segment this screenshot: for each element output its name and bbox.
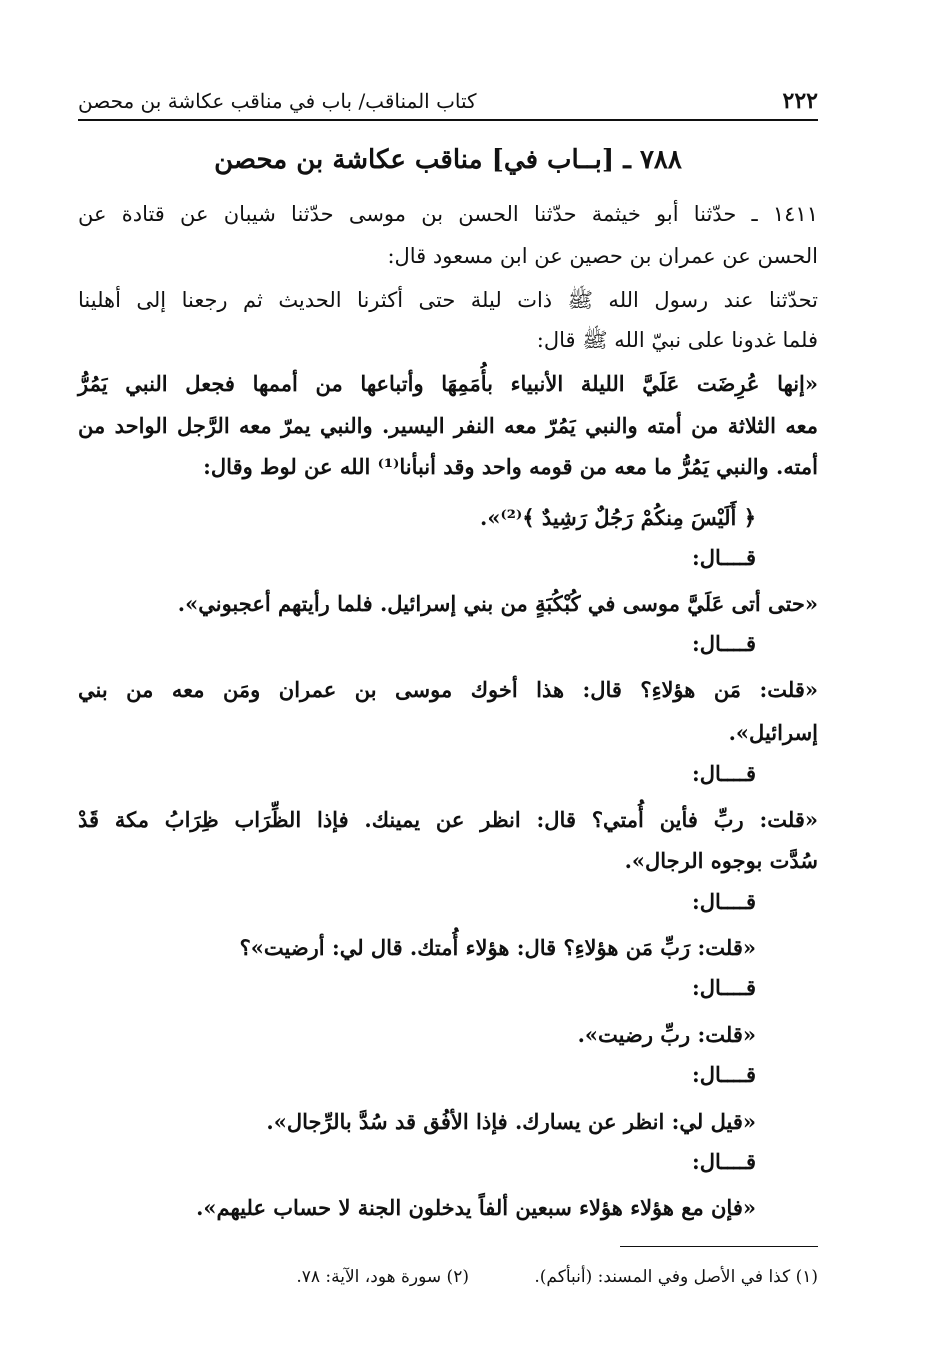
body-line: معه الثلاثة من أمته والنبي يَمُرّ معه النفر اليسير. والنبي يمرّ معه الرَّجل الواحد من (78, 413, 818, 438)
chapter-title: ٧٨٨ ـ [بــاب في] مناقب عكاشة بن محصن (214, 145, 682, 175)
body-line: تحدّثنا عند رسول الله ﷺ ذات ليلة حتى أكثرنا الحديث ثم رجعنا إلى أهلينا (78, 288, 818, 312)
qala-line: قــــال: (691, 761, 756, 786)
body-line: «قلت: رَبِّ مَن هؤلاءِ؟ قال: هؤلاء أُمتك. قال لي: أرضيت»؟ (239, 935, 756, 960)
qala-line: قــــال: (691, 545, 756, 570)
footnote-1: (١) كذا في الأصل وفي المسند: (أنبأكم). (534, 1267, 818, 1287)
quran-verse-line: ﴿ أَلَيْسَ مِنكُمْ رَجُلٌ رَشِيدٌ ﴾⁽²⁾». (480, 505, 756, 530)
qala-line: قــــال: (691, 631, 756, 656)
header-rule (78, 119, 818, 121)
hadith-isnad-line-2: الحسن عن عمران بن حصين عن ابن مسعود قال: (387, 244, 818, 268)
qala-line: قــــال: (691, 1149, 756, 1174)
body-line: «قلت: ربِّ فأين أُمتي؟ قال: انظر عن يمينك. فإذا الظِّرَاب ظِرَابُ مكة قَدْ (78, 807, 818, 832)
body-line: أمته. والنبي يَمُرُّ ما معه من قومه واحد وقد أنبأنا⁽¹⁾ الله عن لوط وقال: (203, 454, 818, 479)
hadith-isnad-line-1: ١٤١١ ـ حدّثنا أبو خيثمة حدّثنا الحسن بن موسى حدّثنا شيبان عن قتادة عن (78, 202, 818, 226)
body-line: «حتى أتى عَلَيَّ موسى في كُبْكُبَةٍ من بني إسرائيل. فلما رأيتهم أعجبوني». (177, 591, 818, 616)
qala-line: قــــال: (691, 889, 756, 914)
body-line: «إنها عُرِضَت عَلَيَّ الليلة الأنبياء بأُمَمِهَا وأتباعها من أممها فجعل النبي يَمُرُّ (78, 371, 818, 396)
running-title: كتاب المناقب/ باب في مناقب عكاشة بن محصن (78, 89, 477, 113)
footnotes (78, 1262, 818, 1292)
qala-line: قــــال: (691, 1062, 756, 1087)
body-line: سُدَّت بوجوه الرجال». (624, 848, 818, 873)
footnote-2: (٢) سورة هود، الآية: ٧٨. (296, 1267, 469, 1287)
body-line: «قلت: مَن هؤلاءِ؟ قال: هذا أخوك موسى بن عمران ومَن معه من بني (78, 677, 818, 702)
running-head (78, 86, 818, 116)
body-line: إسرائيل». (728, 720, 818, 745)
qala-line: قــــال: (691, 975, 756, 1000)
footnote-rule (620, 1246, 818, 1247)
body-line: «قيل لي: انظر عن يسارك. فإذا الأفُق قد سُدَّ بالرِّجال». (266, 1109, 756, 1134)
body-line: «قلت: ربِّ رضيت». (577, 1022, 756, 1047)
page-number: ٢٢٢ (782, 88, 818, 114)
body-line: فلما غدونا على نبيّ الله ﷺ قال: (536, 328, 818, 352)
body-line: «فإن مع هؤلاء هؤلاء سبعين ألفاً يدخلون الجنة لا حساب عليهم». (196, 1195, 756, 1220)
